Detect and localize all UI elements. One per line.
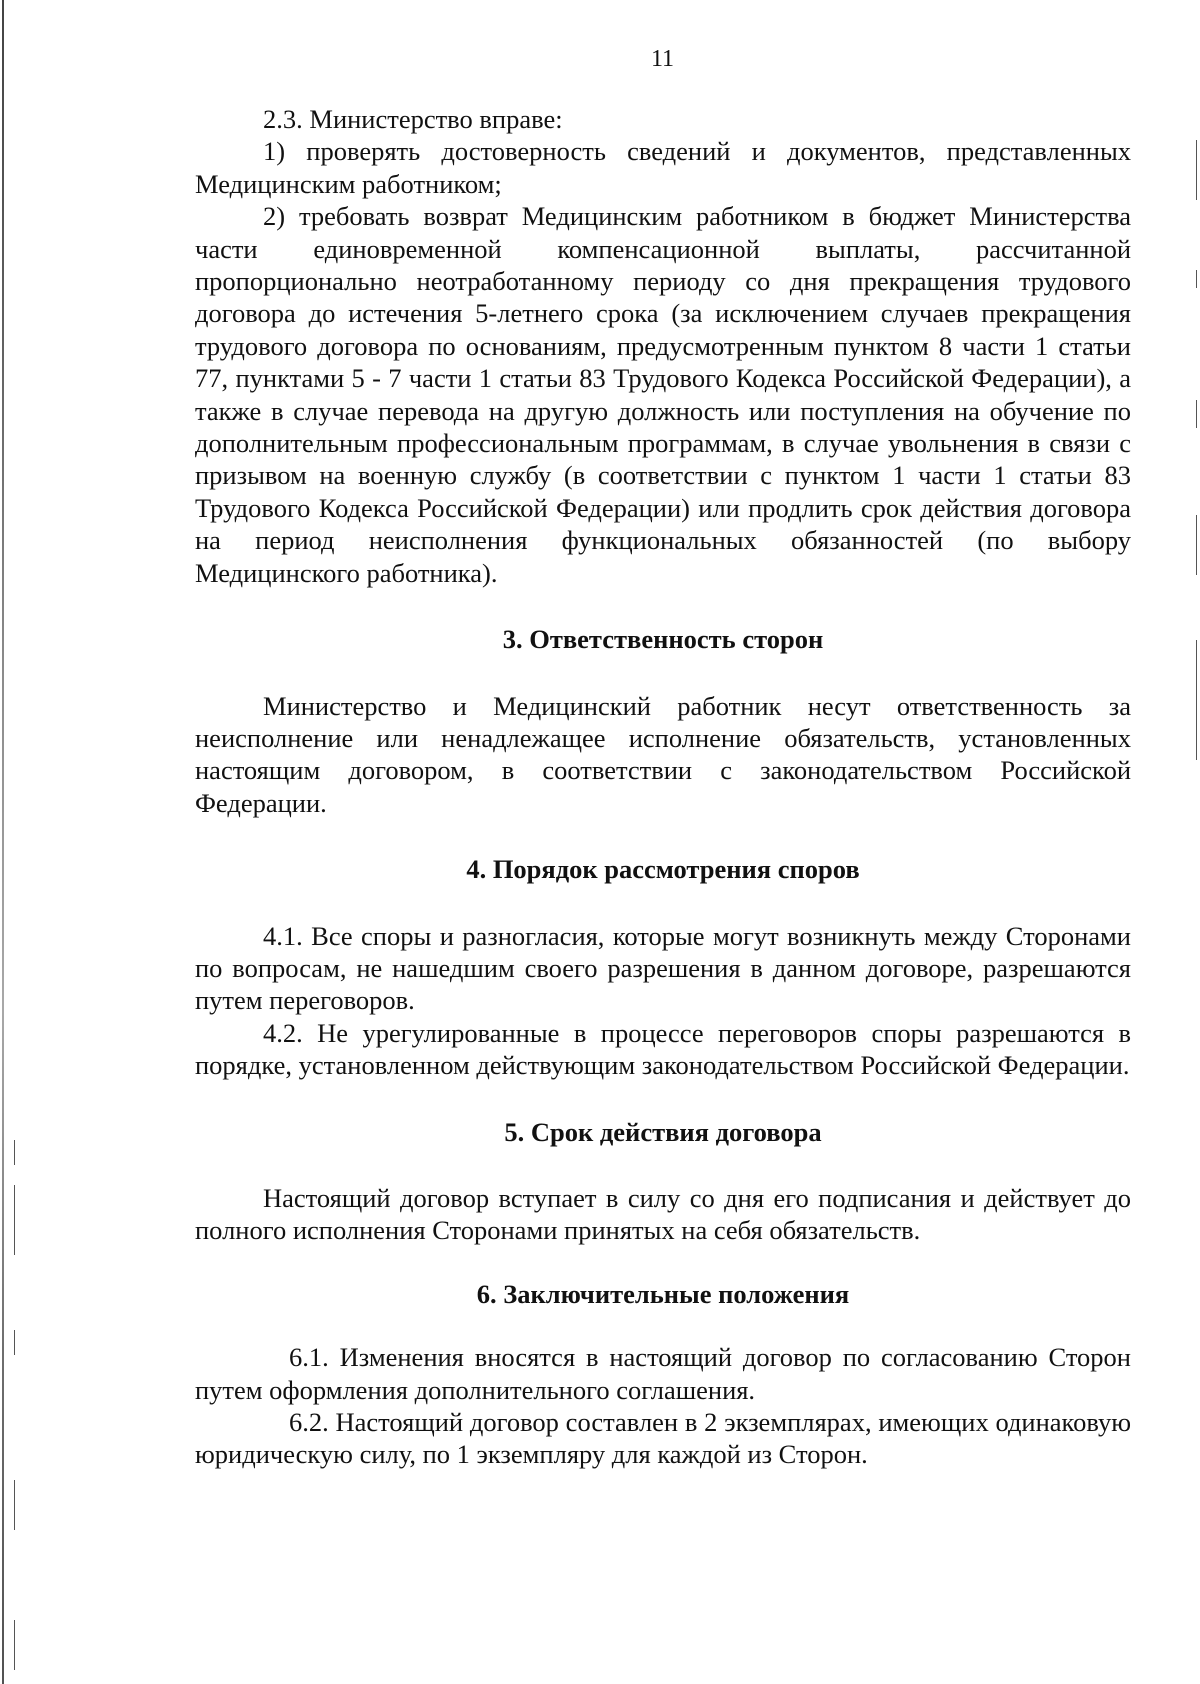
- paragraph-3: Министерство и Медицинский работник несут ответственность за неисполнение или ненадлежащее исполнение обязательств, установленных настоящим договором, в соответствии с законодательством Российской Федерации.: [195, 690, 1131, 818]
- page-number: 11: [650, 46, 675, 72]
- scan-mark: [1196, 140, 1197, 200]
- section-4-heading: 4. Порядок рассмотрения споров: [466, 854, 860, 885]
- paragraph-6-2: 6.2. Настоящий договор составлен в 2 экземплярах, имеющих одинаковую юридическую силу, по 1 экземпляру для каждой из Сторон.: [195, 1407, 1131, 1470]
- paragraph-2-3-2: 2) требовать возврат Медицинским работником в бюджет Министерства части единовременной компенсационной выплаты, рассчитанной пропорционально неотработанному периоду со дня прекращения трудового договора до истечения 5-летнего срока (за исключением случаев прекращения трудового договора по основаниям, предусмотренным пунктом 8 части 1 статьи 77, пунктами 5 - 7 части 1 статьи 83 Трудового Кодекса Российской Федерации), а также в случае перевода на другую должность или поступления на обучение по дополнительным профессиональным программам, в случае увольнения в связи с призывом на военную службу (в соответствии с пунктом 1 части 1 статьи 83 Трудового Кодекса Российской Федерации) или продлить срок действия договора на период неисполнения функциональных обязанностей (по выбору Медицинского работника).: [195, 201, 1131, 588]
- scan-mark: [14, 1480, 15, 1530]
- scan-mark: [14, 1620, 15, 1670]
- scan-mark: [14, 1185, 15, 1255]
- paragraph-2-3: 2.3. Министерство вправе:: [263, 104, 563, 134]
- scan-mark: [1196, 400, 1197, 428]
- paragraph-4-1: 4.1. Все споры и разногласия, которые могут возникнуть между Сторонами по вопросам, не нашедшим своего разрешения в данном договоре, разрешаются путем переговоров.: [195, 920, 1131, 1016]
- paragraph-6-1: 6.1. Изменения вносятся в настоящий договор по согласованию Сторон путем оформления дополнительного соглашения.: [195, 1342, 1131, 1405]
- scan-mark: [1196, 270, 1197, 288]
- scan-mark: [14, 1330, 15, 1355]
- document-body: [195, 103, 1131, 1471]
- paragraph-5: Настоящий договор вступает в силу со дня его подписания и действует до полного исполнения Сторонами принятых на себя обязательств.: [195, 1182, 1131, 1246]
- scan-mark: [1196, 515, 1197, 575]
- paragraph-4-2: 4.2. Не урегулированные в процессе переговоров споры разрешаются в порядке, установленном действующим законодательством Российской Федерации.: [195, 1017, 1131, 1081]
- scan-mark: [14, 1140, 15, 1165]
- scan-edge: [2, 0, 4, 1684]
- scan-mark: [1196, 640, 1197, 760]
- paragraph-2-3-1: 1) проверять достоверность сведений и документов, представленных Медицинским работником;: [195, 136, 1131, 199]
- section-6-heading: 6. Заключительные положения: [476, 1278, 850, 1309]
- section-3-heading: 3. Ответственность сторон: [502, 624, 824, 655]
- section-5-heading: 5. Срок действия договора: [504, 1116, 822, 1147]
